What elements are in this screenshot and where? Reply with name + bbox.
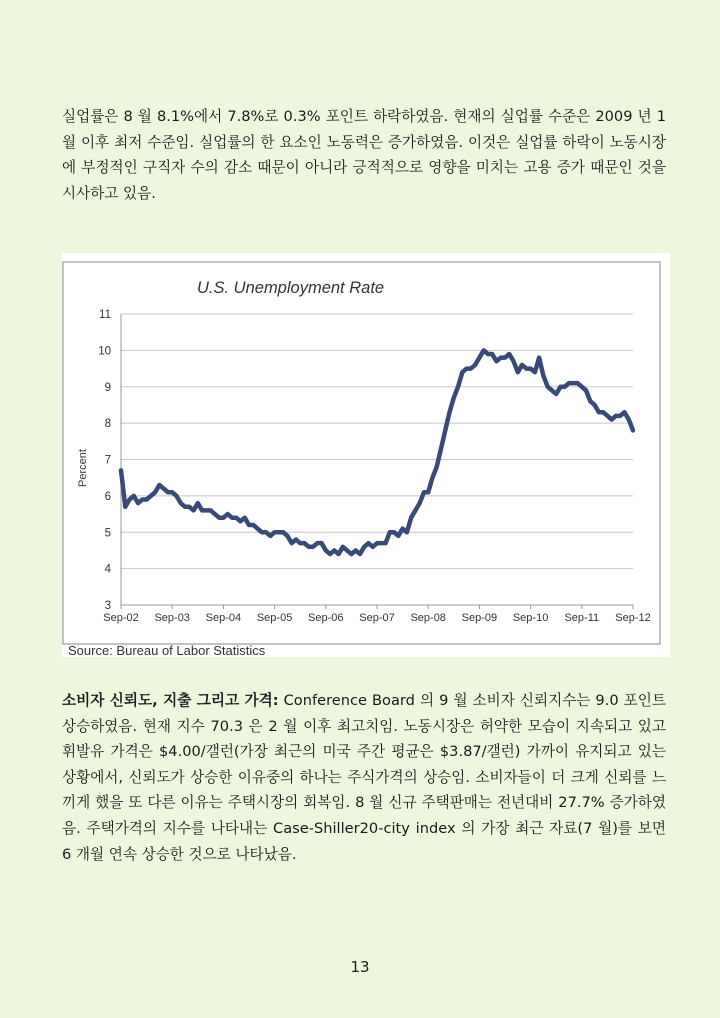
y-tick-label: 5	[104, 527, 111, 540]
x-tick-label: Sep-03	[154, 612, 190, 624]
section-heading: 소비자 신뢰도, 지출 그리고 가격:	[62, 692, 279, 709]
y-tick-label: 7	[104, 454, 111, 467]
y-tick-label: 4	[104, 563, 111, 576]
paragraph-body: Conference Board 의 9 월 소비자 신뢰지수는 9.0 포인트 상승하였음. 현재 지수 70.3 은 2 월 이후 최고치임. 노동시장은 허약한 모습이 지속되고 있고 휘발유 가격은 $4.00/갤런(가장 최근의 미국 주간 평균은 $3.87/갤런) 가까이 유지되고 있는 상황에서, 신뢰도가 상승한 이유중의 하나는 주식가격의 상승임. 소비자들이 더 크게 신뢰를 느끼게 했을 또 다른 이유는 주택시장의 회복임. 8 월 신규 주택판매는 전년대비 27.7% 증가하였음. 주택가격의 지수를 나타내는 Case-Shiller20-city index 의 가장 최근 자료(7 월)를 보면 6 개월 연속 상승한 것으로 나타났음.	[62, 692, 666, 863]
x-tick-label: Sep-08	[410, 612, 446, 624]
paragraph-consumer-confidence	[62, 688, 666, 867]
y-tick-label: 3	[104, 600, 111, 612]
x-tick-label: Sep-02	[103, 612, 139, 624]
x-tick-label: Sep-11	[564, 612, 600, 624]
x-tick-label: Sep-06	[308, 612, 344, 624]
x-tick-label: Sep-04	[205, 612, 242, 624]
unemployment-chart	[62, 253, 670, 657]
y-tick-label: 9	[104, 381, 111, 394]
chart-svg	[62, 253, 670, 657]
chart-frame	[63, 262, 660, 644]
x-tick-label: Sep-09	[461, 612, 498, 624]
y-tick-label: 6	[104, 490, 111, 503]
x-tick-label: Sep-10	[512, 612, 549, 624]
y-tick-label: 11	[99, 309, 111, 321]
page-number: 13	[350, 958, 370, 976]
chart-title: U.S. Unemployment Rate	[197, 279, 385, 297]
x-tick-label: Sep-12	[615, 612, 651, 624]
x-tick-label: Sep-07	[359, 612, 395, 624]
y-axis-label: Percent	[77, 449, 89, 487]
chart-source: Source: Bureau of Labor Statistics	[68, 643, 266, 657]
paragraph-unemployment: 실업률은 8 월 8.1%에서 7.8%로 0.3% 포인트 하락하였음. 현재의 실업률 수준은 2009 년 1 월 이후 최저 수준임. 실업률의 한 요소인 노동력은 증가하였음. 이것은 실업률 하락이 노동시장에 부정적인 구직자 수의 감소 때문이 아니라 긍적적으로 영향을 미치는 고용 증가 때문인 것을 시사하고 있음.	[62, 108, 666, 202]
y-tick-label: 10	[98, 345, 111, 358]
x-tick-label: Sep-05	[256, 612, 293, 624]
y-tick-label: 8	[104, 418, 111, 431]
